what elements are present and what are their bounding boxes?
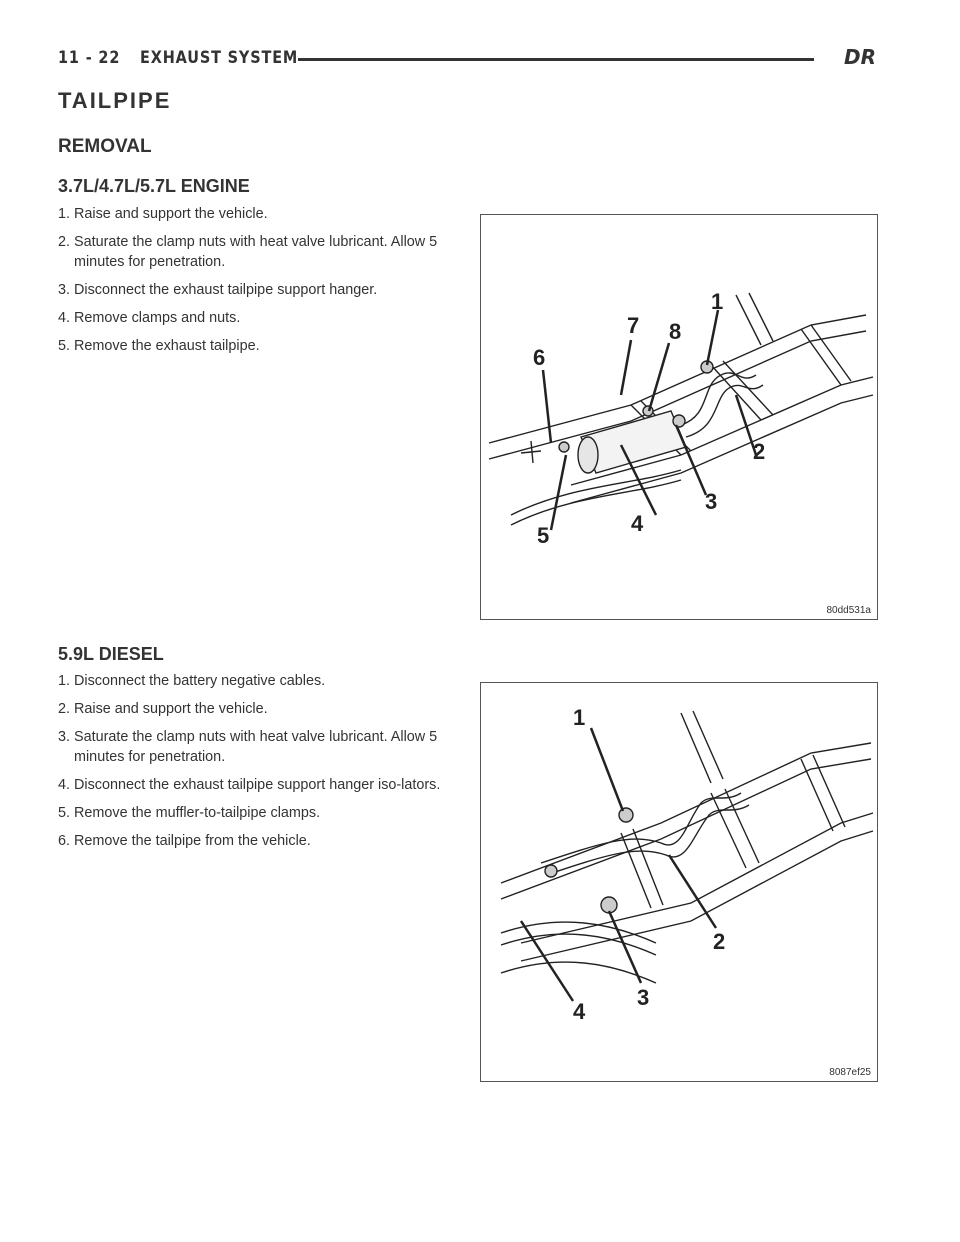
callout-8: 8 <box>669 319 682 344</box>
model-code: DR <box>843 45 876 69</box>
callout-3: 3 <box>705 489 718 514</box>
callout-5: 5 <box>537 523 550 548</box>
list-item: 3. Saturate the clamp nuts with heat valve lubricant. Allow 5 minutes for penetration. <box>58 729 438 765</box>
list-item: 3. Disconnect the exhaust tailpipe support hanger. <box>58 282 378 298</box>
list-item: 2. Saturate the clamp nuts with heat valve lubricant. Allow 5 minutes for penetration. <box>58 234 438 270</box>
list-item: 1. Disconnect the battery negative cables. <box>58 673 326 689</box>
list-item: 2. Raise and support the vehicle. <box>58 701 268 717</box>
frame-exhaust-illustration <box>481 683 877 1081</box>
header-rule <box>298 58 814 61</box>
figure-code: 8087ef25 <box>829 1067 871 1078</box>
callout-4: 4 <box>573 999 586 1024</box>
callout-2: 2 <box>713 929 726 954</box>
list-item: 4. Remove clamps and nuts. <box>58 310 241 326</box>
page-title: TAILPIPE <box>58 88 172 113</box>
callout-7: 7 <box>627 313 640 338</box>
callout-6: 6 <box>533 345 546 370</box>
callout-1: 1 <box>573 705 586 730</box>
frame-exhaust-illustration <box>481 215 877 619</box>
page-header <box>58 44 876 74</box>
diesel-figure <box>480 682 878 1082</box>
list-item: 5. Remove the exhaust tailpipe. <box>58 338 260 354</box>
page-number: 11 - 22 <box>58 48 121 68</box>
callout-1: 1 <box>711 289 724 314</box>
removal-heading: REMOVAL <box>58 136 152 157</box>
gas-engine-figure <box>480 214 878 620</box>
gas-engine-heading: 3.7L/4.7L/5.7L ENGINE <box>58 176 250 196</box>
diesel-steps <box>58 671 446 859</box>
gas-engine-steps <box>58 204 446 364</box>
list-item: 5. Remove the muffler-to-tailpipe clamps. <box>58 805 321 821</box>
list-item: 4. Disconnect the exhaust tailpipe support hanger iso-lators. <box>58 777 441 793</box>
list-item: 6. Remove the tailpipe from the vehicle. <box>58 833 311 849</box>
callout-4: 4 <box>631 511 644 536</box>
callout-3: 3 <box>637 985 650 1010</box>
section-title: EXHAUST SYSTEM <box>140 48 299 68</box>
callout-2: 2 <box>753 439 766 464</box>
diesel-heading: 5.9L DIESEL <box>58 644 164 664</box>
figure-code: 80dd531a <box>826 605 871 616</box>
list-item: 1. Raise and support the vehicle. <box>58 206 268 222</box>
